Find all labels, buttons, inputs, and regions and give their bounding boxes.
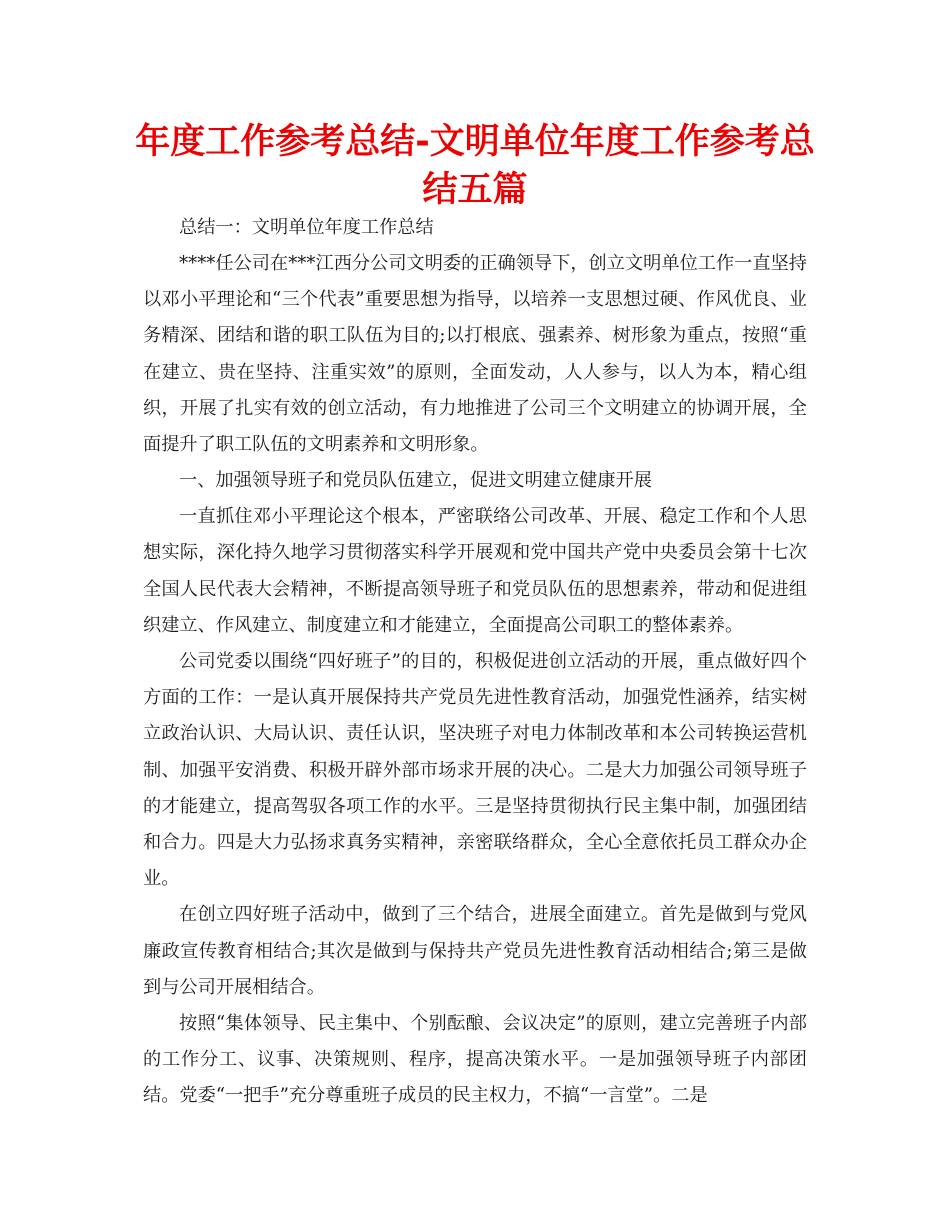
- section-heading: 一、加强领导班子和党员队伍建立，促进文明建立健康开展: [179, 470, 652, 492]
- paragraph: 按照“集体领导、民主集中、个别酝酿、会议决定”的原则，建立完善班子内部的工作分工、议事、决策规则、程序，提高决策水平。一是加强领导班子内部团结。党委“一把手”充分尊重班子成员的民主权力，不搞“一言堂”。二是: [143, 1013, 807, 1107]
- document-title: 年度工作参考总结-文明单位年度工作参考总结五篇: [135, 122, 815, 210]
- section-heading: 总结一：文明单位年度工作总结: [179, 217, 434, 238]
- document-body: [143, 210, 807, 1115]
- paragraph: ****任公司在***江西分公司文明委的正确领导下，创立文明单位工作一直坚持以邓小平理论和“三个代表”重要思想为指导，以培养一支思想过硬、作风优良、业务精深、团结和谐的职工队伍为目的;以打根底、强素养、树形象为重点，按照“重在建立、贵在坚持、注重实效”的原则，全面发动，人人参与，以人为本，精心组织，开展了扎实有效的创立活动，有力地推进了公司三个文明建立的协调开展，全面提升了职工队伍的文明素养和文明形象。: [143, 253, 807, 456]
- paragraph: 一直抓住邓小平理论这个根本，严密联络公司改革、开展、稳定工作和个人思想实际，深化持久地学习贯彻落实科学开展观和党中国共产党中央委员会第十七次全国人民代表大会精神，不断提高领导班子和党员队伍的思想素养，带动和促进组织建立、作风建立、制度建立和才能建立，全面提高公司职工的整体素养。: [143, 506, 807, 636]
- paragraph: 在创立四好班子活动中，做到了三个结合，进展全面建立。首先是做到与党风廉政宣传教育相结合;其次是做到与保持共产党员先进性教育活动相结合;第三是做到与公司开展相结合。: [143, 904, 807, 998]
- paragraph: 公司党委以围绕“四好班子”的目的，积极促进创立活动的开展，重点做好四个方面的工作：一是认真开展保持共产党员先进性教育活动，加强党性涵养，结实树立政治认识、大局认识、责任认识，坚决班子对电力体制改革和本公司转换运营机制、加强平安消费、积极开辟外部市场求开展的决心。二是大力加强公司领导班子的才能建立，提高驾驭各项工作的水平。三是坚持贯彻执行民主集中制，加强团结和合力。四是大力弘扬求真务实精神，亲密联络群众，全心全意依托员工群众办企业。: [143, 651, 807, 890]
